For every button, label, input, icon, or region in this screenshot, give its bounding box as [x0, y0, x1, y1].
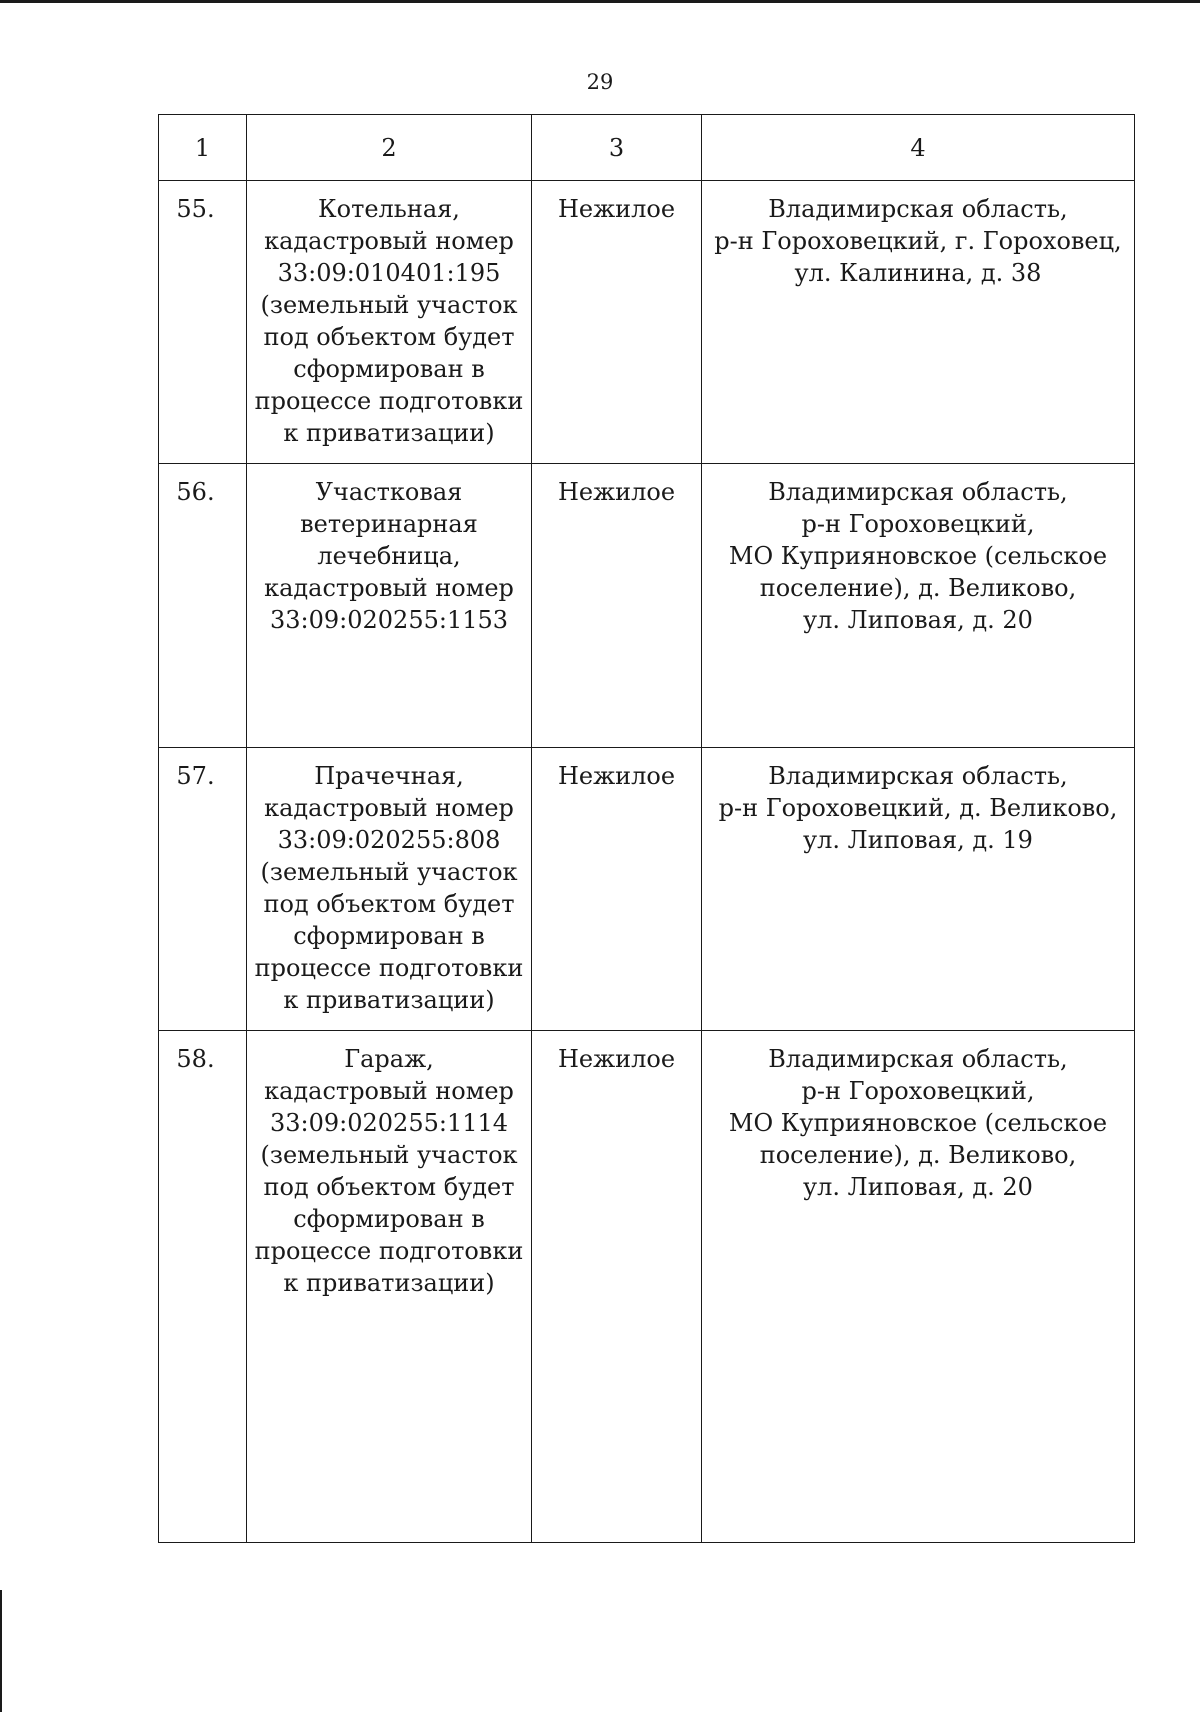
row-number-cell [159, 748, 247, 1031]
row-number-cell [159, 464, 247, 748]
address-cell [702, 181, 1135, 464]
left-scan-edge-line [0, 1590, 2, 1712]
object-address: Владимирская область, р-н Гороховецкий, МО Куприяновское (сельское поселение), д. Великово, ул. Липовая, д. 20 [728, 1045, 1108, 1201]
type-cell [532, 748, 702, 1031]
type-cell [532, 181, 702, 464]
table-row [159, 748, 1135, 1031]
object-type: Нежилое [557, 195, 676, 223]
table-row [159, 464, 1135, 748]
table-row [159, 1031, 1135, 1543]
row-number: 57. [176, 762, 215, 790]
object-type: Нежилое [557, 478, 676, 506]
object-address: Владимирская область, р-н Гороховецкий, МО Куприяновское (сельское поселение), д. Великово, ул. Липовая, д. 20 [728, 478, 1108, 634]
table-row [159, 181, 1135, 464]
page-number: 29 [586, 70, 614, 94]
object-description: Участковая ветеринарная лечебница, кадастровый номер 33:09:020255:1153 [264, 478, 514, 634]
object-cell [247, 464, 532, 748]
row-number: 55. [176, 195, 215, 223]
property-table [158, 114, 1135, 1543]
object-address: Владимирская область, р-н Гороховецкий, г. Гороховец, ул. Калинина, д. 38 [714, 195, 1122, 287]
header-label-3: 3 [608, 133, 625, 162]
top-border-line [0, 0, 1200, 3]
header-label-1: 1 [194, 133, 211, 162]
header-cell-2 [247, 115, 532, 181]
row-number: 56. [176, 478, 215, 506]
address-cell [702, 464, 1135, 748]
header-cell-3 [532, 115, 702, 181]
object-description: Прачечная, кадастровый номер 33:09:020255:808 (земельный участок под объектом будет сформирован в процессе подготовки к приватизации) [254, 762, 524, 1014]
row-number-cell [159, 1031, 247, 1543]
header-cell-1 [159, 115, 247, 181]
address-cell [702, 1031, 1135, 1543]
address-cell [702, 748, 1135, 1031]
object-description: Гараж, кадастровый номер 33:09:020255:1114 (земельный участок под объектом будет сформирован в процессе подготовки к приватизации) [254, 1045, 524, 1297]
type-cell [532, 1031, 702, 1543]
object-address: Владимирская область, р-н Гороховецкий, д. Великово, ул. Липовая, д. 19 [718, 762, 1118, 854]
row-number: 58. [176, 1045, 215, 1073]
object-cell [247, 1031, 532, 1543]
object-type: Нежилое [557, 762, 676, 790]
row-number-cell [159, 181, 247, 464]
object-description: Котельная, кадастровый номер 33:09:010401:195 (земельный участок под объектом будет сформирован в процессе подготовки к приватизации) [254, 195, 524, 447]
header-cell-4 [702, 115, 1135, 181]
object-cell [247, 748, 532, 1031]
header-label-2: 2 [381, 133, 397, 162]
object-cell [247, 181, 532, 464]
type-cell [532, 464, 702, 748]
object-type: Нежилое [557, 1045, 676, 1073]
header-label-4: 4 [910, 133, 926, 162]
table-header-row [159, 115, 1135, 181]
